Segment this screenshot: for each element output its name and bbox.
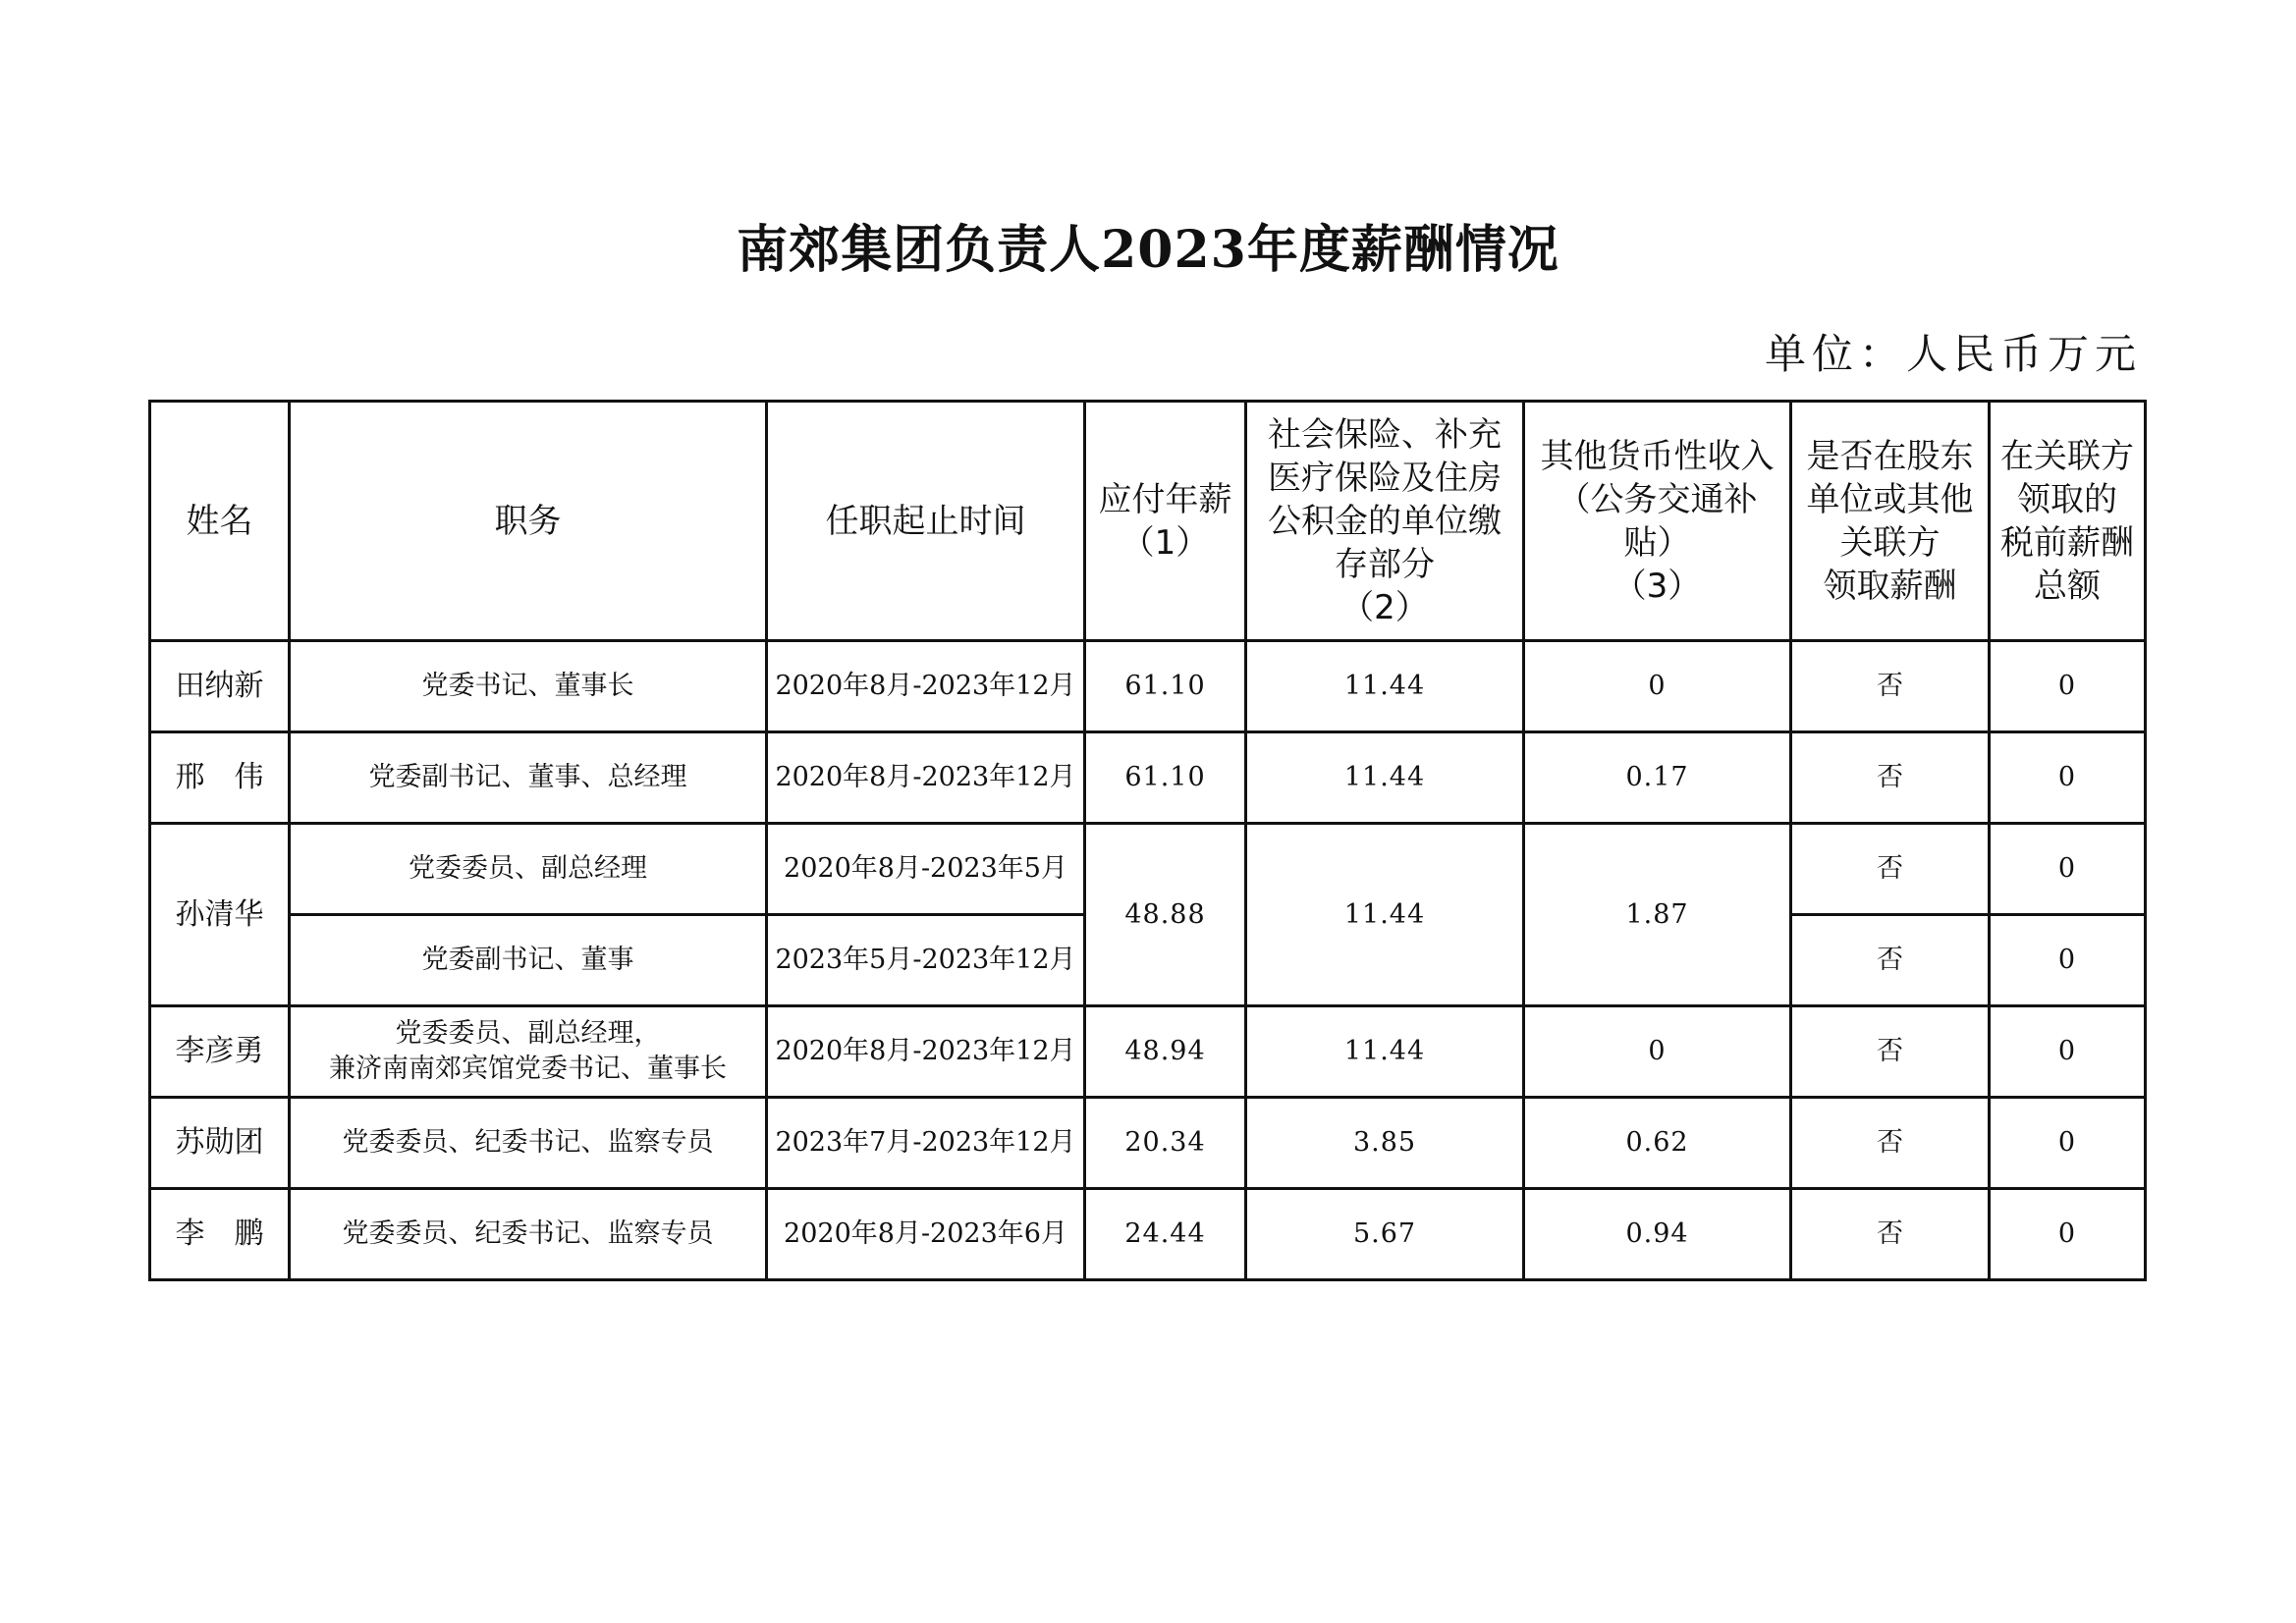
cell-salary: 61.10 xyxy=(1085,732,1246,824)
cell-insurance: 11.44 xyxy=(1246,732,1524,824)
cell-salary: 48.94 xyxy=(1085,1006,1246,1098)
cell-term: 2023年5月-2023年12月 xyxy=(767,915,1085,1006)
header-related-pay: 在关联方 领取的 税前薪酬 总额 xyxy=(1990,402,2146,641)
cell-position: 党委书记、董事长 xyxy=(290,641,767,732)
cell-related-pay: 0 xyxy=(1990,1098,2146,1189)
cell-shareholder-pay: 否 xyxy=(1791,1189,1990,1280)
cell-position: 党委副书记、董事、总经理 xyxy=(290,732,767,824)
cell-term: 2020年8月-2023年12月 xyxy=(767,641,1085,732)
cell-related-pay: 0 xyxy=(1990,824,2146,915)
table-row xyxy=(150,1098,2146,1189)
header-salary: 应付年薪 （1） xyxy=(1085,402,1246,641)
cell-shareholder-pay: 否 xyxy=(1791,915,1990,1006)
cell-insurance: 11.44 xyxy=(1246,824,1524,1006)
table-row xyxy=(150,824,2146,915)
cell-name: 李 鹏 xyxy=(150,1189,290,1280)
unit-label: 单位：人民币万元 xyxy=(1764,330,2142,378)
cell-insurance: 11.44 xyxy=(1246,1006,1524,1098)
header-shareholder-pay: 是否在股东 单位或其他 关联方 领取薪酬 xyxy=(1791,402,1990,641)
cell-salary: 48.88 xyxy=(1085,824,1246,1006)
cell-salary: 20.34 xyxy=(1085,1098,1246,1189)
cell-related-pay: 0 xyxy=(1990,915,2146,1006)
cell-insurance: 3.85 xyxy=(1246,1098,1524,1189)
cell-position: 党委委员、副总经理， 兼济南南郊宾馆党委书记、董事长 xyxy=(290,1006,767,1098)
cell-other-income: 0.62 xyxy=(1524,1098,1791,1189)
cell-shareholder-pay: 否 xyxy=(1791,1006,1990,1098)
cell-name: 苏勋团 xyxy=(150,1098,290,1189)
cell-term: 2020年8月-2023年12月 xyxy=(767,1006,1085,1098)
cell-position: 党委副书记、董事 xyxy=(290,915,767,1006)
cell-name: 邢 伟 xyxy=(150,732,290,824)
cell-other-income: 0.94 xyxy=(1524,1189,1791,1280)
cell-related-pay: 0 xyxy=(1990,1189,2146,1280)
header-insurance: 社会保险、补充 医疗保险及住房 公积金的单位缴 存部分 （2） xyxy=(1246,402,1524,641)
cell-insurance: 5.67 xyxy=(1246,1189,1524,1280)
page-title: 南郊集团负责人2023年度薪酬情况 xyxy=(737,220,1559,280)
cell-insurance: 11.44 xyxy=(1246,641,1524,732)
header-other-income: 其他货币性收入 （公务交通补 贴） （3） xyxy=(1524,402,1791,641)
table-row xyxy=(150,641,2146,732)
cell-term: 2023年7月-2023年12月 xyxy=(767,1098,1085,1189)
table-header-row xyxy=(150,402,2146,641)
cell-term: 2020年8月-2023年5月 xyxy=(767,824,1085,915)
table-row xyxy=(150,732,2146,824)
cell-related-pay: 0 xyxy=(1990,732,2146,824)
table-row xyxy=(150,1189,2146,1280)
cell-name: 孙清华 xyxy=(150,824,290,1006)
header-position: 职务 xyxy=(290,402,767,641)
cell-position: 党委委员、纪委书记、监察专员 xyxy=(290,1189,767,1280)
cell-name: 李彦勇 xyxy=(150,1006,290,1098)
cell-shareholder-pay: 否 xyxy=(1791,641,1990,732)
salary-table xyxy=(148,400,2147,1281)
header-term: 任职起止时间 xyxy=(767,402,1085,641)
cell-other-income: 0 xyxy=(1524,1006,1791,1098)
cell-name: 田纳新 xyxy=(150,641,290,732)
cell-other-income: 1.87 xyxy=(1524,824,1791,1006)
cell-position: 党委委员、副总经理 xyxy=(290,824,767,915)
cell-shareholder-pay: 否 xyxy=(1791,732,1990,824)
cell-salary: 61.10 xyxy=(1085,641,1246,732)
header-name: 姓名 xyxy=(150,402,290,641)
cell-related-pay: 0 xyxy=(1990,1006,2146,1098)
table-row xyxy=(150,1006,2146,1098)
cell-salary: 24.44 xyxy=(1085,1189,1246,1280)
cell-other-income: 0.17 xyxy=(1524,732,1791,824)
cell-term: 2020年8月-2023年12月 xyxy=(767,732,1085,824)
cell-term: 2020年8月-2023年6月 xyxy=(767,1189,1085,1280)
cell-other-income: 0 xyxy=(1524,641,1791,732)
cell-shareholder-pay: 否 xyxy=(1791,1098,1990,1189)
cell-position: 党委委员、纪委书记、监察专员 xyxy=(290,1098,767,1189)
cell-shareholder-pay: 否 xyxy=(1791,824,1990,915)
cell-related-pay: 0 xyxy=(1990,641,2146,732)
